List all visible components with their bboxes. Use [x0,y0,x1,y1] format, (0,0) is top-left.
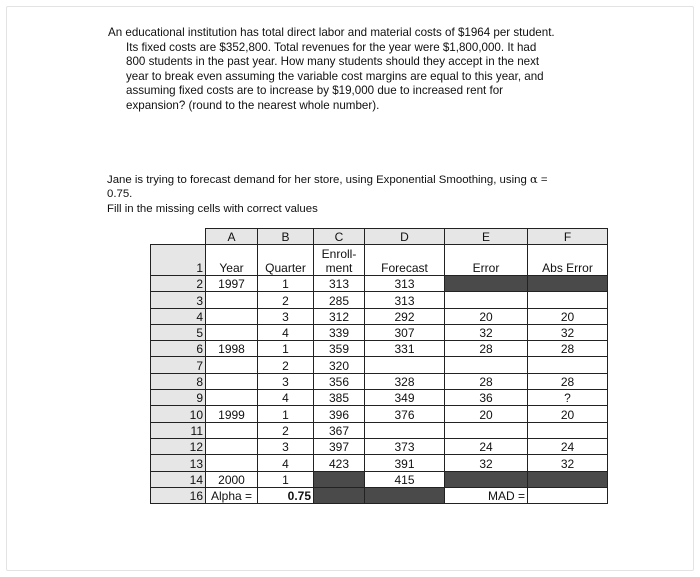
error-cell [445,276,528,292]
row-number: 14 [151,471,206,487]
quarter-cell: 2 [258,292,314,308]
quarter-cell: 4 [258,455,314,471]
row-number: 1 [151,245,206,276]
row-number: 3 [151,292,206,308]
problem-1-line: Its fixed costs are $352,800. Total revenues for the year were $1,800,000. It had [126,40,537,54]
year-cell: 1998 [206,341,258,357]
forecast-cell[interactable] [365,357,445,373]
quarter-cell: 1 [258,406,314,422]
table-row [151,276,608,292]
enrollment-cell: 359 [314,341,365,357]
header-year: Year [206,245,258,276]
header-quarter: Quarter [258,245,314,276]
quarter-cell: 4 [258,324,314,340]
alpha-label: Alpha = [206,487,258,503]
header-forecast: Forecast [365,245,445,276]
problem-1-line: year to break even assuming the variable cost margins are equal to this year, and [126,69,544,83]
row-number: 8 [151,373,206,389]
table-row [151,292,608,308]
error-cell-dark [445,471,528,487]
quarter-cell: 2 [258,357,314,373]
forecast-cell: 313 [365,276,445,292]
table-header-row [151,245,608,276]
forecast-cell: 349 [365,390,445,406]
row-number: 5 [151,324,206,340]
table-row [151,487,608,503]
enrollment-cell-dark [314,471,365,487]
problem-1-first-line: An educational institution has total direct labor and material costs of $1964 per student. [108,26,555,39]
column-letter: E [445,229,528,245]
problem-1-line: expansion? (round to the nearest whole number). [126,98,380,112]
table-row [151,471,608,487]
quarter-cell: 1 [258,471,314,487]
row-number: 9 [151,390,206,406]
error-cell: 36 [445,390,528,406]
enrollment-cell: 367 [314,422,365,438]
quarter-cell: 1 [258,341,314,357]
problem-1-text [108,26,596,114]
abs-error-cell [528,276,608,292]
column-letter: C [314,229,365,245]
abs-error-cell: ? [528,390,608,406]
error-cell[interactable] [445,292,528,308]
enrollment-cell: 339 [314,324,365,340]
error-cell: 32 [445,455,528,471]
abs-error-cell: 32 [528,455,608,471]
enrollment-cell: 396 [314,406,365,422]
quarter-cell: 2 [258,422,314,438]
year-cell [206,438,258,454]
row-number: 16 [151,487,206,503]
forecast-cell[interactable] [365,422,445,438]
column-letter: F [528,229,608,245]
header-enrollment [314,245,365,276]
problem-2-line-1-end: = [537,174,548,186]
abs-error-cell[interactable] [528,292,608,308]
error-cell[interactable] [445,422,528,438]
year-cell [206,357,258,373]
year-cell: 1997 [206,276,258,292]
year-cell [206,324,258,340]
enrollment-cell: 356 [314,373,365,389]
forecast-cell: 328 [365,373,445,389]
forecast-cell: 391 [365,455,445,471]
quarter-cell: 4 [258,390,314,406]
row-number: 12 [151,438,206,454]
problem-1-line: 800 students in the past year. How many students should they accept in the next [126,55,540,69]
header-enrollment-bottom: ment [325,261,353,275]
problem-2-line-1 [107,172,607,187]
year-cell [206,455,258,471]
year-cell [206,422,258,438]
error-cell[interactable] [445,357,528,373]
forecast-cell-dark [365,487,445,503]
abs-error-cell: 24 [528,438,608,454]
forecast-cell: 331 [365,341,445,357]
table-row [151,308,608,324]
problem-2-instruction: Fill in the missing cells with correct values [107,202,318,215]
table-row [151,438,608,454]
row-number: 13 [151,455,206,471]
enrollment-cell: 285 [314,292,365,308]
column-letter: B [258,229,314,245]
abs-error-cell: 28 [528,373,608,389]
table-row [151,455,608,471]
quarter-cell: 3 [258,438,314,454]
error-cell: 28 [445,373,528,389]
column-letter: A [206,229,258,245]
quarter-cell: 1 [258,276,314,292]
year-cell [206,308,258,324]
enrollment-cell: 423 [314,455,365,471]
problem-1-line: assuming fixed costs are to increase by $19,000 due to increased rent for [126,84,504,98]
forecast-cell: 313 [365,292,445,308]
column-letter-row [151,229,608,245]
error-cell: 20 [445,406,528,422]
enrollment-cell: 312 [314,308,365,324]
mad-label: MAD = [445,487,528,503]
forecast-cell: 307 [365,324,445,340]
alpha-value: 0.75 [258,487,314,503]
enrollment-cell: 320 [314,357,365,373]
forecast-cell: 415 [365,471,445,487]
abs-error-cell[interactable] [528,357,608,373]
problem-2-line-2: 0.75. [107,188,133,201]
error-cell: 32 [445,324,528,340]
row-number: 11 [151,422,206,438]
header-abs-error: Abs Error [528,245,608,276]
row-number: 7 [151,357,206,373]
header-enrollment-top: Enroll- [321,247,357,261]
problem-2-text [107,172,607,216]
row-number: 2 [151,276,206,292]
year-cell: 1999 [206,406,258,422]
forecast-table [150,228,608,504]
row-number: 4 [151,308,206,324]
alpha-symbol: α [529,172,538,186]
row-number: 10 [151,406,206,422]
abs-error-cell: 28 [528,341,608,357]
enrollment-cell: 397 [314,438,365,454]
forecast-cell: 292 [365,308,445,324]
enrollment-cell-dark [314,487,365,503]
forecast-cell: 373 [365,438,445,454]
abs-error-cell[interactable] [528,422,608,438]
table-row [151,324,608,340]
year-cell: 2000 [206,471,258,487]
forecast-cell: 376 [365,406,445,422]
table-row [151,406,608,422]
column-letter: D [365,229,445,245]
error-cell: 24 [445,438,528,454]
table-row [151,341,608,357]
table-row [151,422,608,438]
quarter-cell: 3 [258,308,314,324]
corner-cell [151,229,206,245]
table-row [151,357,608,373]
abs-error-cell-dark [528,471,608,487]
enrollment-cell: 385 [314,390,365,406]
abs-error-cell: 20 [528,308,608,324]
error-cell: 28 [445,341,528,357]
error-cell: 20 [445,308,528,324]
table-row [151,373,608,389]
abs-error-cell: 20 [528,406,608,422]
year-cell [206,373,258,389]
table-row [151,390,608,406]
problem-2-line-1-text: Jane is trying to forecast demand for her store, using Exponential Smoothing, using [107,174,530,186]
mad-value[interactable] [528,487,608,503]
abs-error-cell: 32 [528,324,608,340]
quarter-cell: 3 [258,373,314,389]
year-cell [206,390,258,406]
row-number: 6 [151,341,206,357]
year-cell [206,292,258,308]
enrollment-cell: 313 [314,276,365,292]
header-error: Error [445,245,528,276]
